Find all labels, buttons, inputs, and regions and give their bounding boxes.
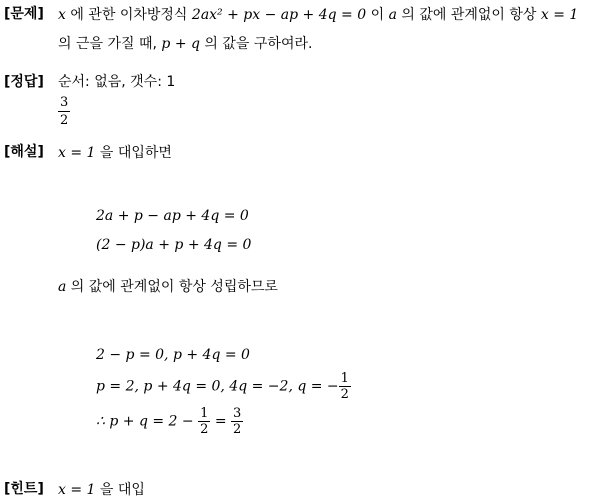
solution-eq-1: 2a + p − ap + 4q = 0 bbox=[96, 208, 249, 224]
solution-middle: a 의 값에 관계없이 항상 성립하므로 bbox=[58, 279, 278, 295]
fraction-half: $\frac{1}{2}$ bbox=[200, 406, 209, 437]
solution-tag: [해설] bbox=[4, 144, 44, 160]
solution-eq-3: 2 − p = 0, p + 4q = 0 bbox=[96, 347, 250, 363]
solution-eq-4: p = 2, p + 4q = 0, 4q = −2, q = − $\frac{1}{2}$ bbox=[96, 371, 349, 402]
var-x: x bbox=[58, 7, 66, 23]
answer-fraction: $\frac{3}{2}$ bbox=[60, 95, 69, 128]
quadratic-equation: 2ax² + px − ap + 4q = 0 bbox=[191, 7, 367, 23]
problem-line-1: x 에 관한 이차방정식 2ax² + px − ap + 4q = 0 이 a 의 값에 관계없이 항상 x = 1 bbox=[58, 7, 579, 23]
hint-line: x = 1 을 대입 bbox=[58, 482, 145, 498]
answer-tag: [정답] bbox=[4, 74, 44, 90]
answer-line: 순서: 없음, 갯수: 1 bbox=[58, 74, 176, 90]
solution-intro: x = 1 을 대입하면 bbox=[58, 145, 172, 161]
solution-eq-5: ∴ p + q = 2 − $\frac{1}{2}$ = $\frac{3}{2}$ bbox=[96, 406, 242, 437]
problem-tag: [문제] bbox=[4, 6, 44, 22]
fraction-half: $\frac{1}{2}$ bbox=[340, 371, 349, 402]
fraction-result: $\frac{3}{2}$ bbox=[233, 406, 242, 437]
problem-line-2: 의 근을 가질 때, p + q 의 값을 구하여라. bbox=[58, 36, 313, 52]
solution-eq-2: (2 − p)a + p + 4q = 0 bbox=[96, 237, 252, 253]
hint-tag: [힌트] bbox=[4, 481, 44, 497]
